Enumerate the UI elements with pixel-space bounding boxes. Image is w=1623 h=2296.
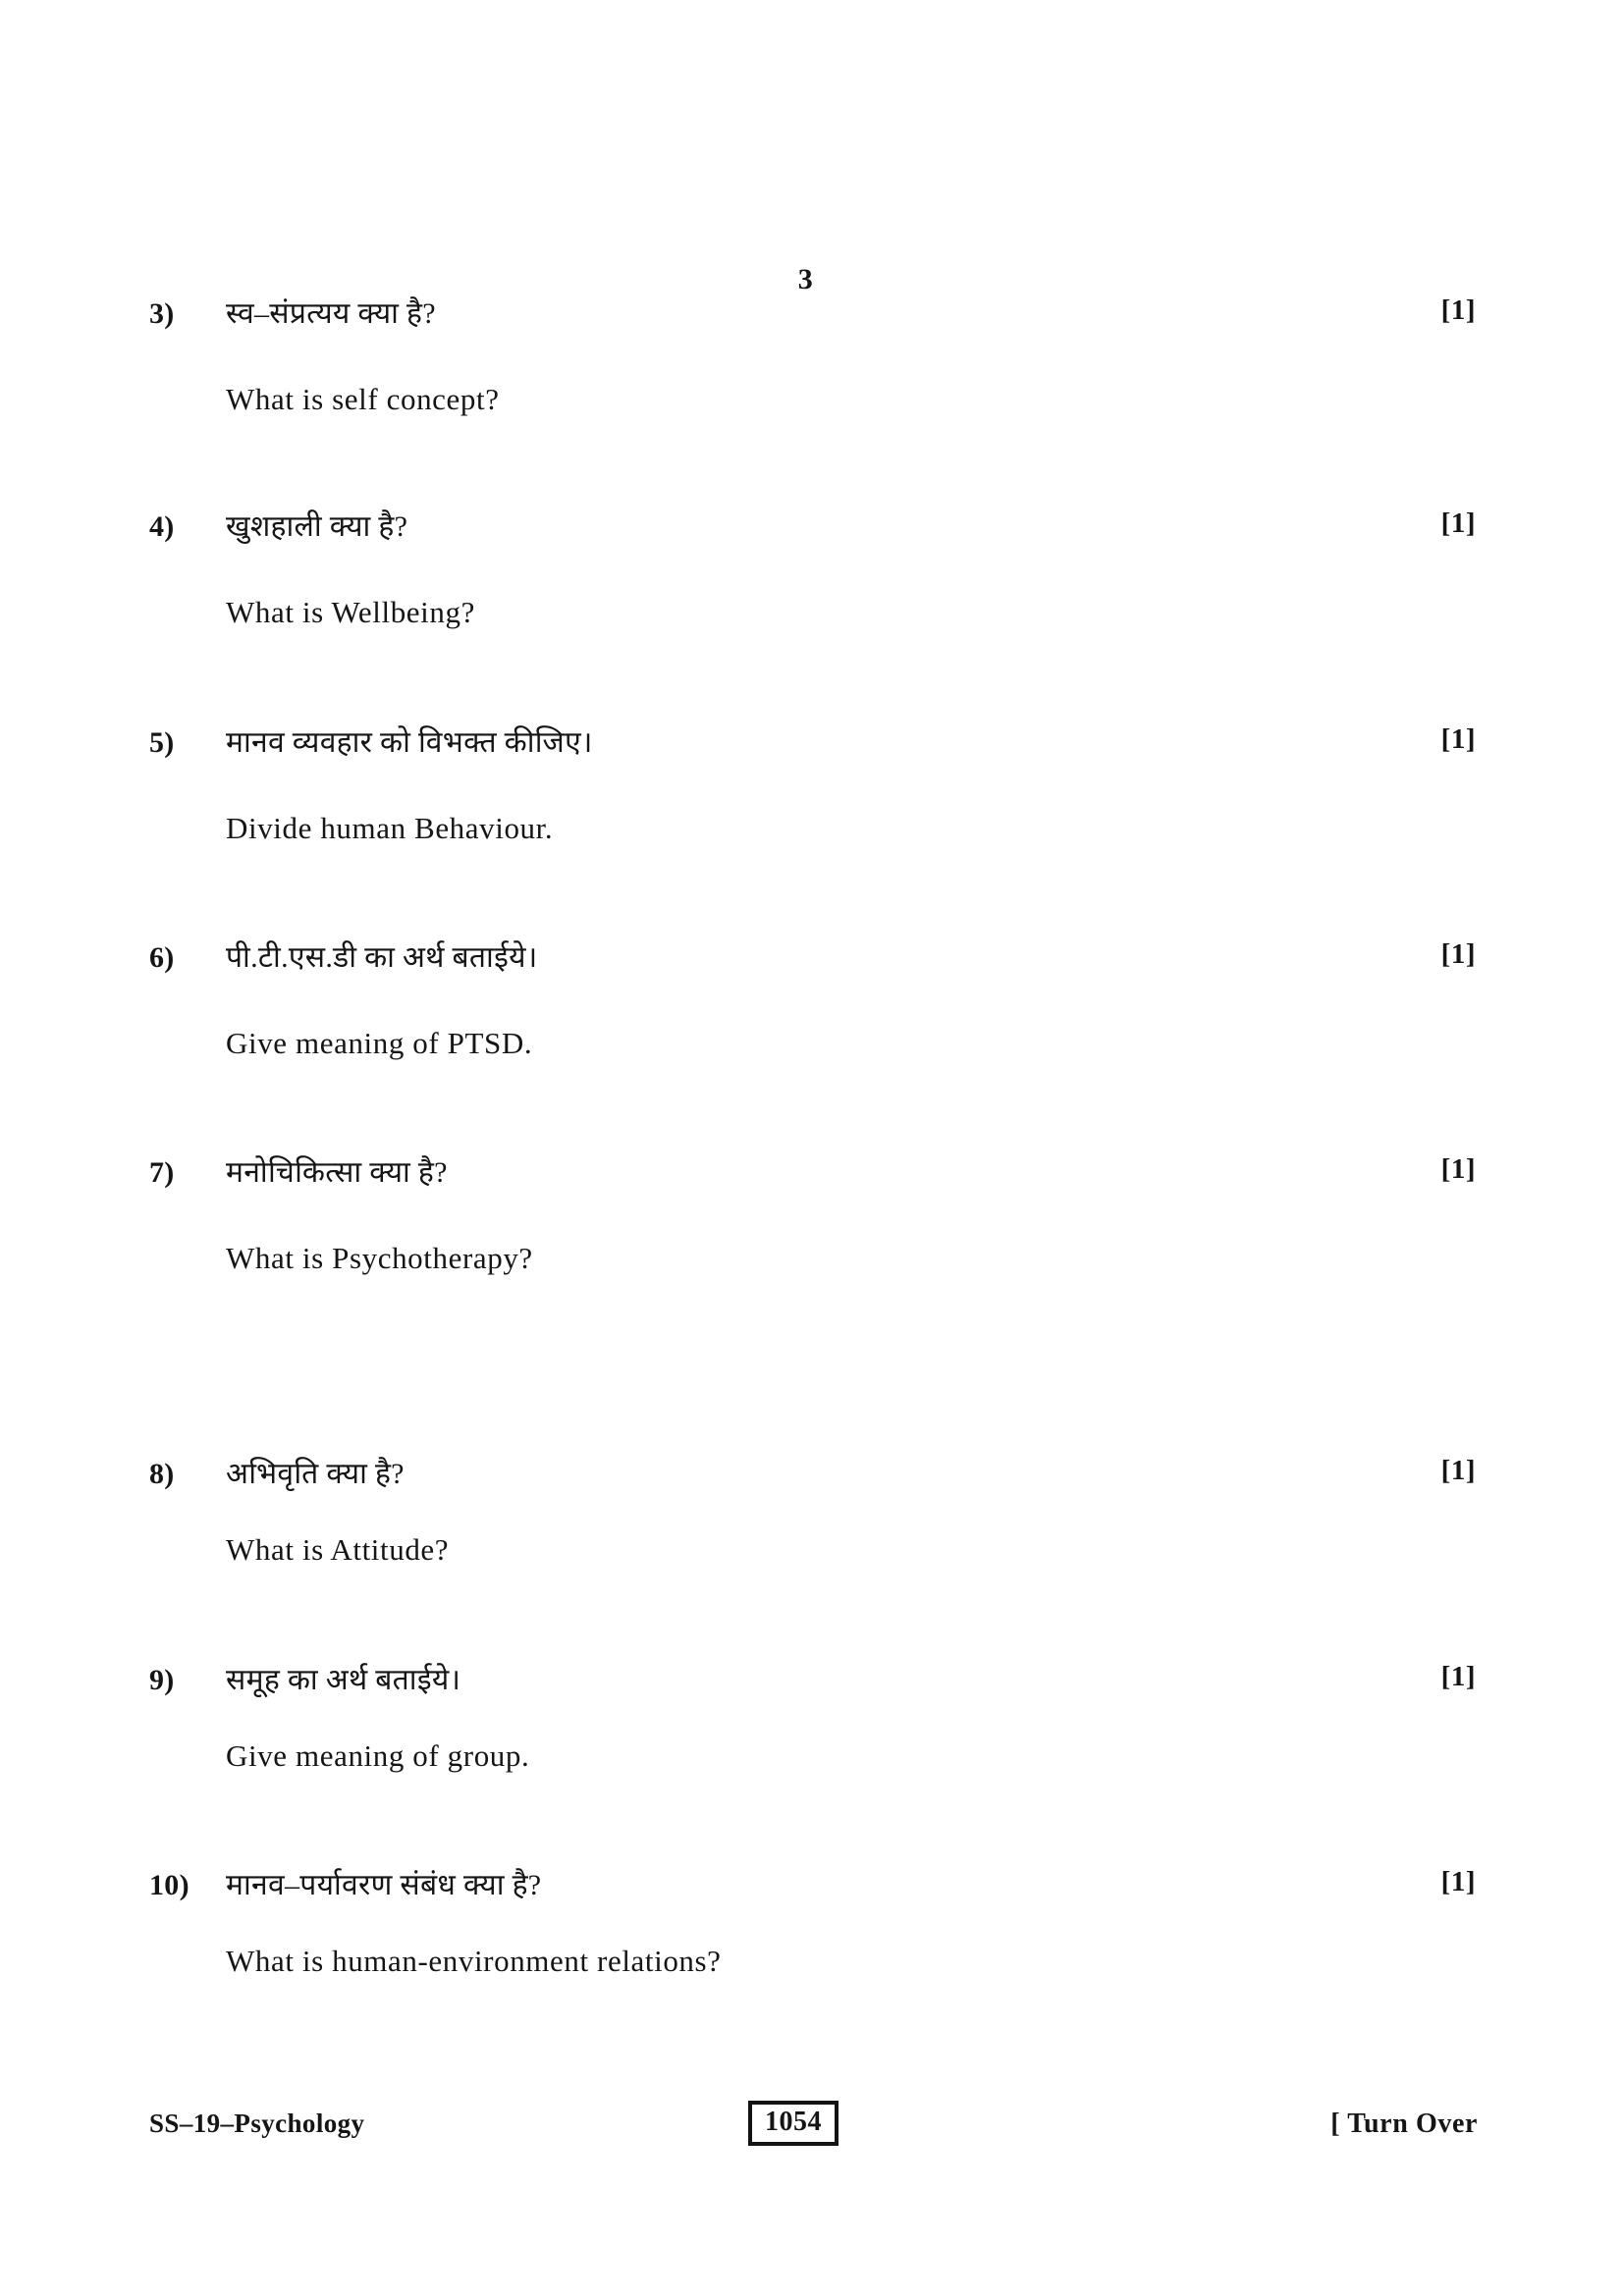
question-text-hindi: खुशहाली क्या है? [226, 510, 408, 544]
question-text-english: What is Attitude? [226, 1532, 450, 1568]
question-marks: [1] [1440, 1866, 1476, 1898]
question-line-hindi [0, 294, 1623, 333]
question-marks: [1] [1440, 1455, 1476, 1487]
question-line-english [0, 1942, 1623, 1981]
question-line-hindi [0, 1455, 1623, 1493]
question-text-english: Give meaning of PTSD. [226, 1025, 533, 1060]
question-number: 4) [149, 510, 175, 544]
question-line-hindi [0, 938, 1623, 977]
question-list [0, 294, 1623, 1981]
question-number: 7) [149, 1156, 175, 1190]
question-line-hindi [0, 1153, 1623, 1192]
question-text-english: Divide human Behaviour. [226, 810, 554, 845]
paper-code: SS–19–Psychology [149, 2109, 365, 2138]
question-text-english: What is human-environment relations? [226, 1944, 722, 1979]
question-line-hindi [0, 1866, 1623, 1904]
question-text-hindi: समूह का अर्थ बताईये। [226, 1663, 461, 1696]
question-block [0, 938, 1623, 1063]
question-line-english [0, 1024, 1623, 1063]
question-number: 5) [149, 725, 175, 759]
question-block [0, 1153, 1623, 1278]
question-line-english [0, 380, 1623, 419]
question-line-english [0, 1736, 1623, 1776]
question-block [0, 1866, 1623, 1981]
page-footer [0, 2101, 1623, 2169]
booklet-number-box: 1054 [748, 2101, 839, 2146]
question-text-hindi: मनोचिकित्सा क्या है? [226, 1156, 448, 1190]
question-line-english [0, 1239, 1623, 1278]
question-number: 9) [149, 1663, 175, 1696]
question-text-hindi: स्व–संप्रत्यय क्या है? [226, 297, 436, 330]
question-text-english: What is self concept? [226, 382, 500, 416]
question-line-hindi [0, 723, 1623, 762]
question-block [0, 507, 1623, 632]
question-text-hindi: पी.टी.एस.डी का अर्थ बताईये। [226, 940, 538, 974]
question-line-english [0, 1530, 1623, 1570]
question-text-hindi: मानव–पर्यावरण संबंध क्या है? [226, 1869, 542, 1902]
question-marks: [1] [1440, 722, 1476, 755]
question-line-english [0, 809, 1623, 848]
question-number: 8) [149, 1458, 175, 1491]
question-line-hindi [0, 507, 1623, 546]
question-number: 3) [149, 297, 175, 330]
question-number: 6) [149, 940, 175, 974]
page-number: 3 [797, 263, 814, 295]
question-line-hindi [0, 1661, 1623, 1699]
question-marks: [1] [1440, 1153, 1476, 1186]
question-text-english: Give meaning of group. [226, 1737, 530, 1773]
question-block [0, 723, 1623, 848]
question-block [0, 1661, 1623, 1776]
question-text-english: What is Wellbeing? [226, 595, 475, 630]
question-number: 10) [149, 1869, 189, 1902]
question-text-english: What is Psychotherapy? [226, 1241, 533, 1276]
question-line-english [0, 593, 1623, 632]
question-text-hindi: मानव व्यवहार को विभक्त कीजिए। [226, 725, 593, 759]
question-marks: [1] [1440, 937, 1476, 970]
question-marks: [1] [1440, 1660, 1476, 1692]
turn-over-note: [ Turn Over [1330, 2109, 1478, 2139]
question-block [0, 1455, 1623, 1570]
question-block [0, 294, 1623, 419]
question-marks: [1] [1440, 294, 1476, 326]
question-marks: [1] [1440, 507, 1476, 540]
question-text-hindi: अभिवृति क्या है? [226, 1458, 405, 1491]
